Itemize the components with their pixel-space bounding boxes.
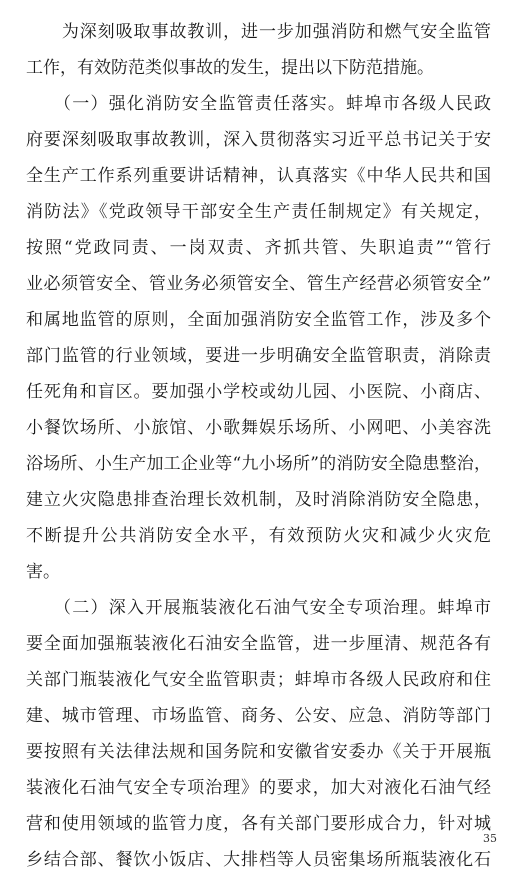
text-line: 业必须管安全、管业务必须管安全、管生产经营必须管安全” xyxy=(26,274,491,294)
text-line: 全生产工作系列重要讲话精神，认真落实《中华人民共和国 xyxy=(26,166,491,186)
text-line: 为深刻吸取事故教训，进一步加强消防和燃气安全监管 xyxy=(26,22,491,42)
text-line: （二）深入开展瓶装液化石油气安全专项治理。蚌埠市 xyxy=(26,598,491,618)
text-line: 小餐饮场所、小旅馆、小歌舞娱乐场所、小网吧、小美容洗 xyxy=(26,418,491,438)
text-line: 害。 xyxy=(26,562,60,582)
text-line: 按照“党政同责、一岗双责、齐抓共管、失职追责”“管行 xyxy=(26,238,491,258)
text-line: （一）强化消防安全监管责任落实。蚌埠市各级人民政 xyxy=(26,94,491,114)
page-number: 35 xyxy=(483,832,497,845)
text-line: 装液化石油气安全专项治理》的要求，加大对液化石油气经 xyxy=(26,778,491,798)
text-line: 关部门瓶装液化气安全监管职责；蚌埠市各级人民政府和住 xyxy=(26,670,491,690)
text-line: 部门监管的行业领域，要进一步明确安全监管职责，消除责 xyxy=(26,346,491,366)
text-line: 乡结合部、餐饮小饭店、大排档等人员密集场所瓶装液化石 xyxy=(26,850,491,870)
text-line: 不断提升公共消防安全水平，有效预防火灾和减少火灾危 xyxy=(26,526,491,546)
text-line: 任死角和盲区。要加强小学校或幼儿园、小医院、小商店、 xyxy=(26,382,491,402)
text-line: 要全面加强瓶装液化石油安全监管，进一步厘清、规范各有 xyxy=(26,634,491,654)
text-line: 浴场所、小生产加工企业等“九小场所”的消防安全隐患整治， xyxy=(26,454,491,474)
text-line: 要按照有关法律法规和国务院和安徽省安委办《关于开展瓶 xyxy=(26,742,491,762)
text-line: 建、城市管理、市场监管、商务、公安、应急、消防等部门 xyxy=(26,706,491,726)
text-line: 消防法》《党政领导干部安全生产责任制规定》有关规定， xyxy=(26,202,491,222)
body-text xyxy=(26,14,491,878)
text-line: 和属地监管的原则，全面加强消防安全监管工作，涉及多个 xyxy=(26,310,491,330)
text-line: 工作，有效防范类似事故的发生，提出以下防范措施。 xyxy=(26,58,434,78)
text-line: 营和使用领域的监管力度，各有关部门要形成合力，针对城 xyxy=(26,814,491,834)
text-line: 府要深刻吸取事故教训，深入贯彻落实习近平总书记关于安 xyxy=(26,130,491,150)
text-line: 建立火灾隐患排查治理长效机制，及时消除消防安全隐患， xyxy=(26,490,491,510)
